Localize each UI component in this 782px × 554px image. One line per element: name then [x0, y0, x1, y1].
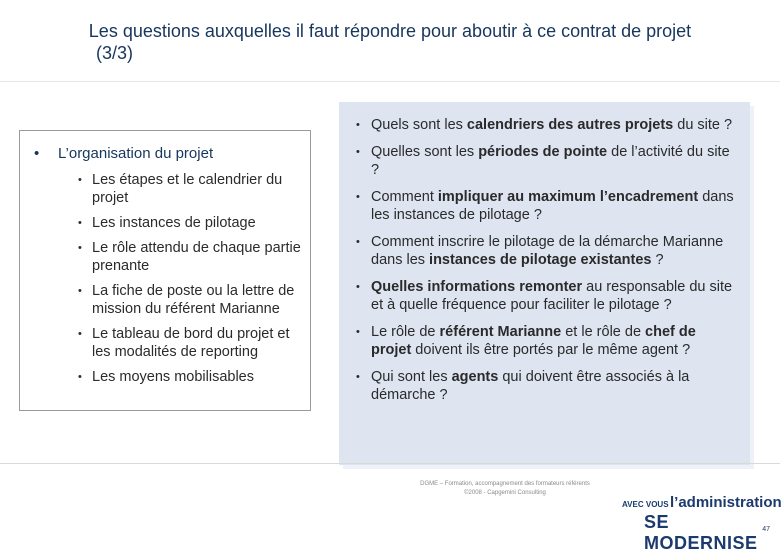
list-item: • Les étapes et le calendrier du projet [76, 171, 308, 207]
page-number: 47 [762, 526, 770, 533]
top-divider [0, 81, 780, 82]
page-title-line2: (3/3) [96, 43, 134, 63]
footer-line1: DGME – Formation, accompagnement des formateurs référents [420, 481, 590, 487]
question-item: • Quelles sont les périodes de pointe de l’activité du site ? [354, 143, 740, 179]
list-item: • Le rôle attendu de chaque partie prenante [76, 239, 308, 275]
brand-se-modernise: SE MODERNISE [644, 512, 758, 553]
list-item: • Les instances de pilotage [76, 214, 308, 232]
list-item: • Les moyens mobilisables [76, 368, 308, 386]
left-box-heading: • L’organisation du projet [34, 145, 213, 162]
list-item: • Le tableau de bord du projet et les modalités de reporting [76, 325, 308, 361]
brand-administration: l’administration [670, 494, 782, 511]
footer-line2: ©2008 - Capgemini Consulting [464, 490, 546, 496]
list-item: • La fiche de poste ou la lettre de mission du référent Marianne [76, 282, 308, 318]
project-organisation-box [19, 130, 311, 411]
bottom-divider [0, 463, 780, 464]
brand-logo [614, 494, 782, 553]
question-item: • Quels sont les calendriers des autres projets du site ? [354, 116, 740, 134]
page-title-line1: Les questions auxquelles il faut répondre pour aboutir à ce contrat de projet [88, 21, 692, 41]
question-item: • Comment impliquer au maximum l’encadrement dans les instances de pilotage ? [354, 188, 740, 224]
question-item: • Quelles informations remonter au responsable du site et à quelle fréquence pour faciliter le pilotage ? [354, 278, 740, 314]
footer-note [380, 480, 630, 498]
question-item: • Qui sont les agents qui doivent être associés à la démarche ? [354, 368, 740, 404]
questions-list [354, 116, 740, 413]
brand-avec-vous: AVEC VOUS [622, 500, 669, 509]
left-box-list [76, 171, 308, 393]
questions-panel [339, 102, 750, 465]
question-item: • Le rôle de référent Marianne et le rôle de chef de projet doivent ils être portés par le même agent ? [354, 323, 740, 359]
question-item: • Comment inscrire le pilotage de la démarche Marianne dans les instances de pilotage existantes ? [354, 233, 740, 269]
page-title [0, 20, 780, 64]
